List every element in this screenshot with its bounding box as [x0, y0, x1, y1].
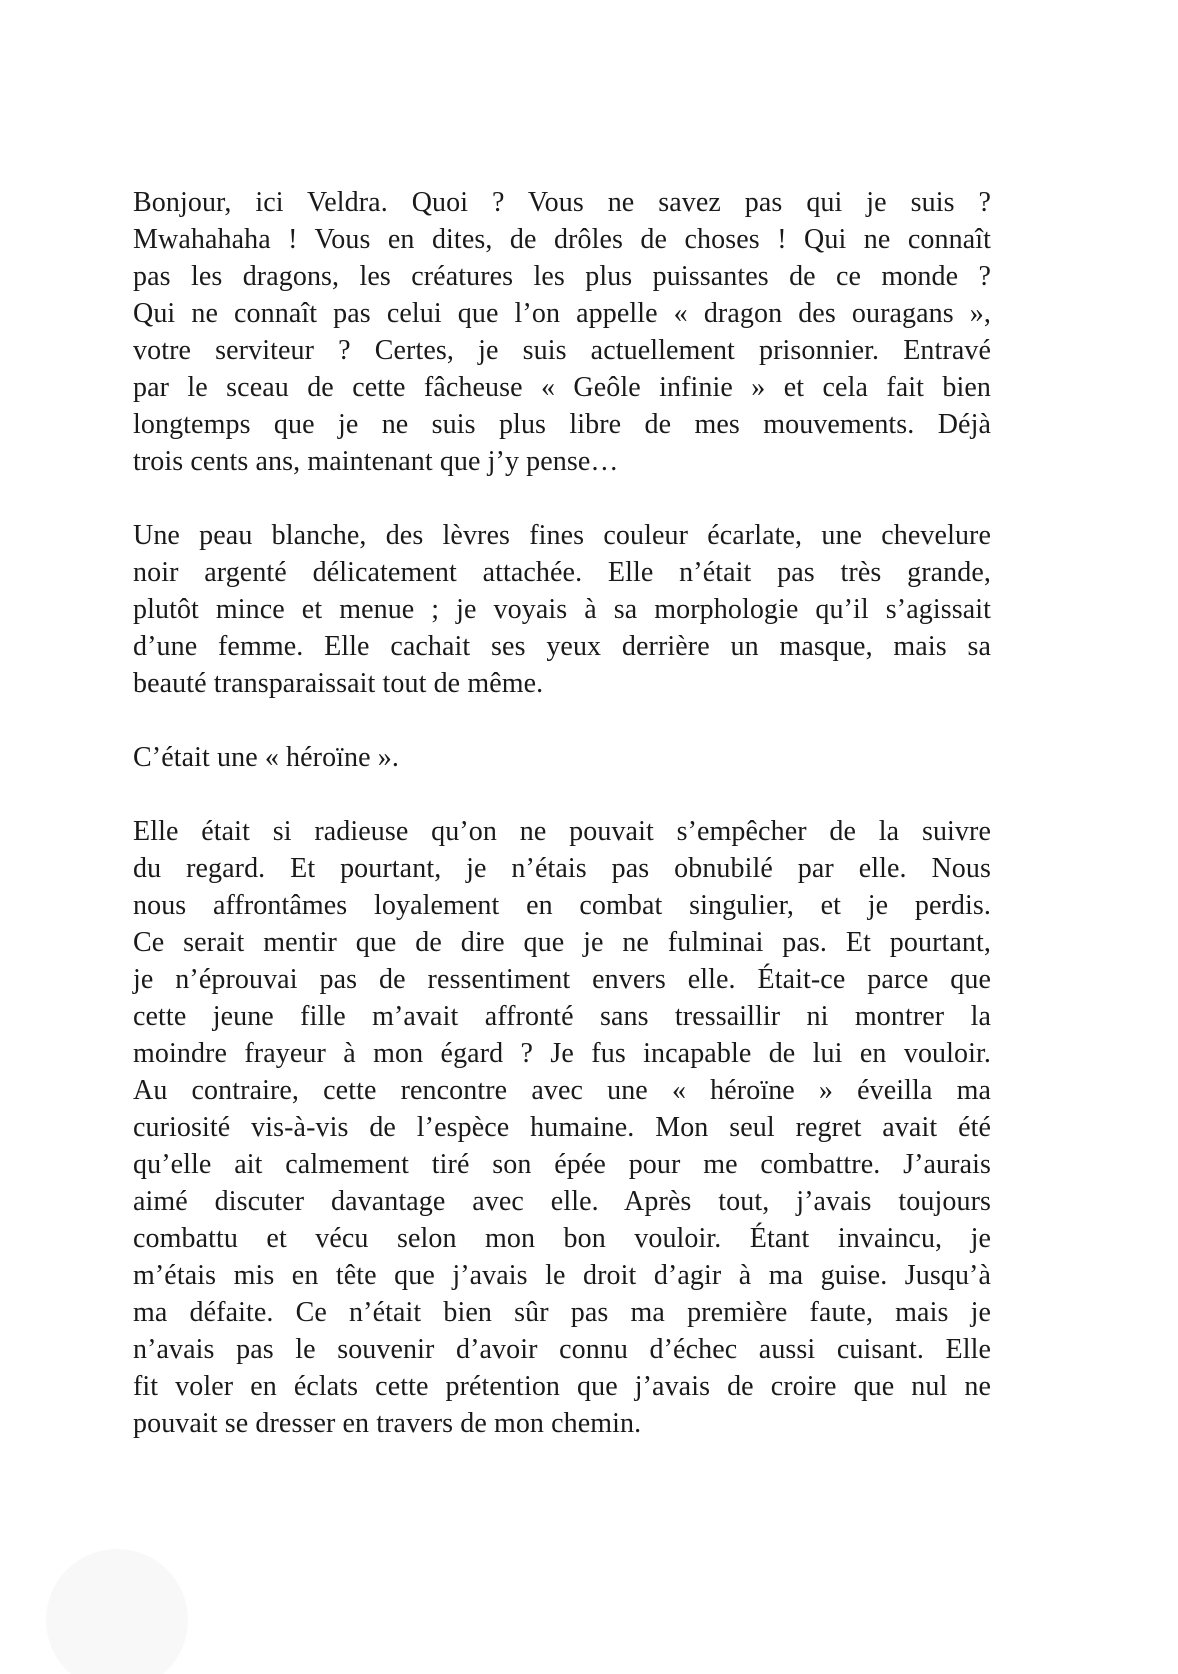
page-corner-smudge [46, 1549, 188, 1674]
text-line: d’une femme. Elle cachait ses yeux derrière un masque, mais sa [133, 631, 991, 662]
page-text [133, 184, 991, 1442]
paragraph-3 [133, 739, 991, 776]
text-line: Bonjour, ici Veldra. Quoi ? Vous ne savez pas qui je suis ? [133, 187, 991, 218]
text-line: aimé discuter davantage avec elle. Après tout, j’avais toujours [133, 1186, 991, 1217]
text-line: Une peau blanche, des lèvres fines couleur écarlate, une chevelure [133, 520, 991, 551]
text-line: du regard. Et pourtant, je n’étais pas obnubilé par elle. Nous [133, 853, 991, 884]
text-line: n’avais pas le souvenir d’avoir connu d’échec aussi cuisant. Elle [133, 1334, 991, 1365]
text-line: moindre frayeur à mon égard ? Je fus incapable de lui en vouloir. [133, 1038, 991, 1069]
text-line: noir argenté délicatement attachée. Elle n’était pas très grande, [133, 557, 991, 588]
text-line: nous affrontâmes loyalement en combat singulier, et je perdis. [133, 890, 991, 921]
text-line: combattu et vécu selon mon bon vouloir. Étant invaincu, je [133, 1223, 991, 1254]
text-line: Elle était si radieuse qu’on ne pouvait s’empêcher de la suivre [133, 816, 991, 847]
text-line: Qui ne connaît pas celui que l’on appelle « dragon des ouragans », [133, 298, 991, 329]
text-line: je n’éprouvai pas de ressentiment envers elle. Était-ce parce que [133, 964, 991, 995]
text-line: trois cents ans, maintenant que j’y pense… [133, 446, 619, 477]
text-line: curiosité vis-à-vis de l’espèce humaine. Mon seul regret avait été [133, 1112, 991, 1143]
paragraph-1 [133, 184, 991, 480]
text-line: m’étais mis en tête que j’avais le droit d’agir à ma guise. Jusqu’à [133, 1260, 991, 1291]
text-line: C’était une « héroïne ». [133, 742, 399, 773]
paragraph-2 [133, 517, 991, 702]
text-line: votre serviteur ? Certes, je suis actuellement prisonnier. Entravé [133, 335, 991, 366]
text-line: plutôt mince et menue ; je voyais à sa morphologie qu’il s’agissait [133, 594, 991, 625]
text-line: Au contraire, cette rencontre avec une « héroïne » éveilla ma [133, 1075, 991, 1106]
text-line: ma défaite. Ce n’était bien sûr pas ma première faute, mais je [133, 1297, 991, 1328]
text-line: pouvait se dresser en travers de mon chemin. [133, 1408, 642, 1439]
text-line: par le sceau de cette fâcheuse « Geôle infinie » et cela fait bien [133, 372, 991, 403]
text-line: fit voler en éclats cette prétention que j’avais de croire que nul ne [133, 1371, 991, 1402]
text-line: pas les dragons, les créatures les plus puissantes de ce monde ? [133, 261, 991, 292]
text-line: Ce serait mentir que de dire que je ne fulminai pas. Et pourtant, [133, 927, 991, 958]
text-line: cette jeune fille m’avait affronté sans tressaillir ni montrer la [133, 1001, 991, 1032]
text-line: qu’elle ait calmement tiré son épée pour me combattre. J’aurais [133, 1149, 991, 1180]
text-line: Mwahahaha ! Vous en dites, de drôles de choses ! Qui ne connaît [133, 224, 991, 255]
paragraph-4 [133, 813, 991, 1442]
text-line: beauté transparaissait tout de même. [133, 668, 544, 699]
text-line: longtemps que je ne suis plus libre de mes mouvements. Déjà [133, 409, 991, 440]
